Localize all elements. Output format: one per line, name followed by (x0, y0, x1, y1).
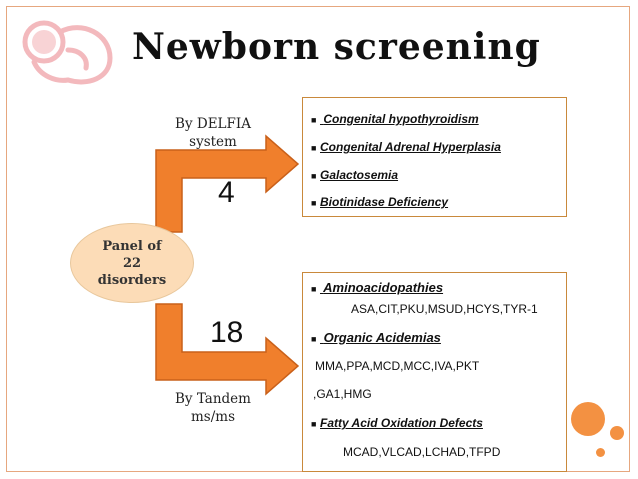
group-label-aminoacidopathies: ■ Aminoacidopathies (311, 280, 444, 295)
accent-dot-tiny (596, 448, 605, 457)
bullet-icon: ■ (311, 143, 317, 153)
group-label-fatty-acid-oxidation: ■ Fatty Acid Oxidation Defects (311, 416, 483, 430)
group-label-organic-acidemias: ■ Organic Acidemias (311, 330, 441, 345)
panel-of-disorders-node: Panel of 22 disorders (70, 223, 194, 303)
tandem-disorders-box (302, 272, 567, 472)
accent-dot-small (610, 426, 624, 440)
list-item: ■ Congenital hypothyroidism (311, 112, 479, 126)
group-detail-organic-acidemias-1: MMA,PPA,MCD,MCC,IVA,PKT (315, 359, 480, 373)
bullet-icon: ■ (311, 284, 317, 294)
baby-logo-icon (10, 10, 122, 92)
accent-dot (571, 402, 605, 436)
upper-method-label: By DELFIA system (175, 116, 251, 150)
list-item: ■ Galactosemia (311, 168, 399, 182)
list-item: ■ Biotinidase Deficiency (311, 195, 449, 209)
upper-count: 4 (218, 176, 235, 209)
lower-count: 18 (210, 316, 244, 349)
group-detail-organic-acidemias-2: ,GA1,HMG (313, 387, 372, 401)
bullet-icon: ■ (311, 334, 317, 344)
bullet-icon: ■ (311, 419, 317, 429)
page-title: Newborn screening (132, 26, 541, 68)
delfia-disorders-box (302, 97, 567, 217)
list-item: ■ Congenital Adrenal Hyperplasia (311, 140, 501, 154)
bullet-icon: ■ (311, 171, 317, 181)
lower-method-label: By Tandem ms/ms (175, 391, 251, 425)
bullet-icon: ■ (311, 198, 317, 208)
bullet-icon: ■ (311, 115, 317, 125)
group-detail-fatty-acid-oxidation: MCAD,VLCAD,LCHAD,TFPD (343, 445, 501, 459)
group-detail-aminoacidopathies: ASA,CIT,PKU,MSUD,HCYS,TYR-1 (351, 302, 538, 316)
